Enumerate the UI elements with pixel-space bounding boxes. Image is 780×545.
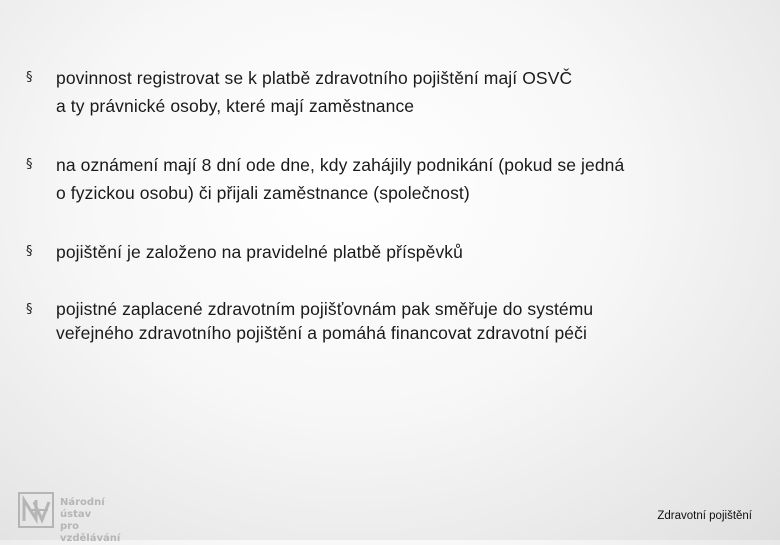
- bullet-marker: §: [26, 302, 33, 317]
- institution-logo: [18, 492, 138, 544]
- bullet-text: pojistné zaplacené zdravotním pojišťovnám pak směřuje do systému veřejného zdravotního pojištění a pomáhá financovat zdravotní péči: [56, 299, 594, 343]
- bullet-marker: §: [26, 70, 33, 85]
- nuov-logo-icon: [18, 492, 54, 528]
- bullet-marker: §: [26, 244, 33, 259]
- bullet-marker: §: [26, 157, 33, 172]
- bullet-text: na oznámení mají 8 dní ode dne, kdy zahájily podnikání (pokud se jedná o fyzickou osobu) či přijali zaměstnance (společnost): [56, 155, 625, 203]
- bullet-text: pojištění je založeno na pravidelné platbě příspěvků: [56, 242, 463, 262]
- bullet-text: povinnost registrovat se k platbě zdravotního pojištění mají OSVČ a ty právnické osoby, které mají zaměstnance: [56, 68, 573, 116]
- logo-text: Národní ústav pro vzdělávání: [60, 497, 121, 544]
- footer-label: Zdravotní pojištění: [657, 510, 752, 522]
